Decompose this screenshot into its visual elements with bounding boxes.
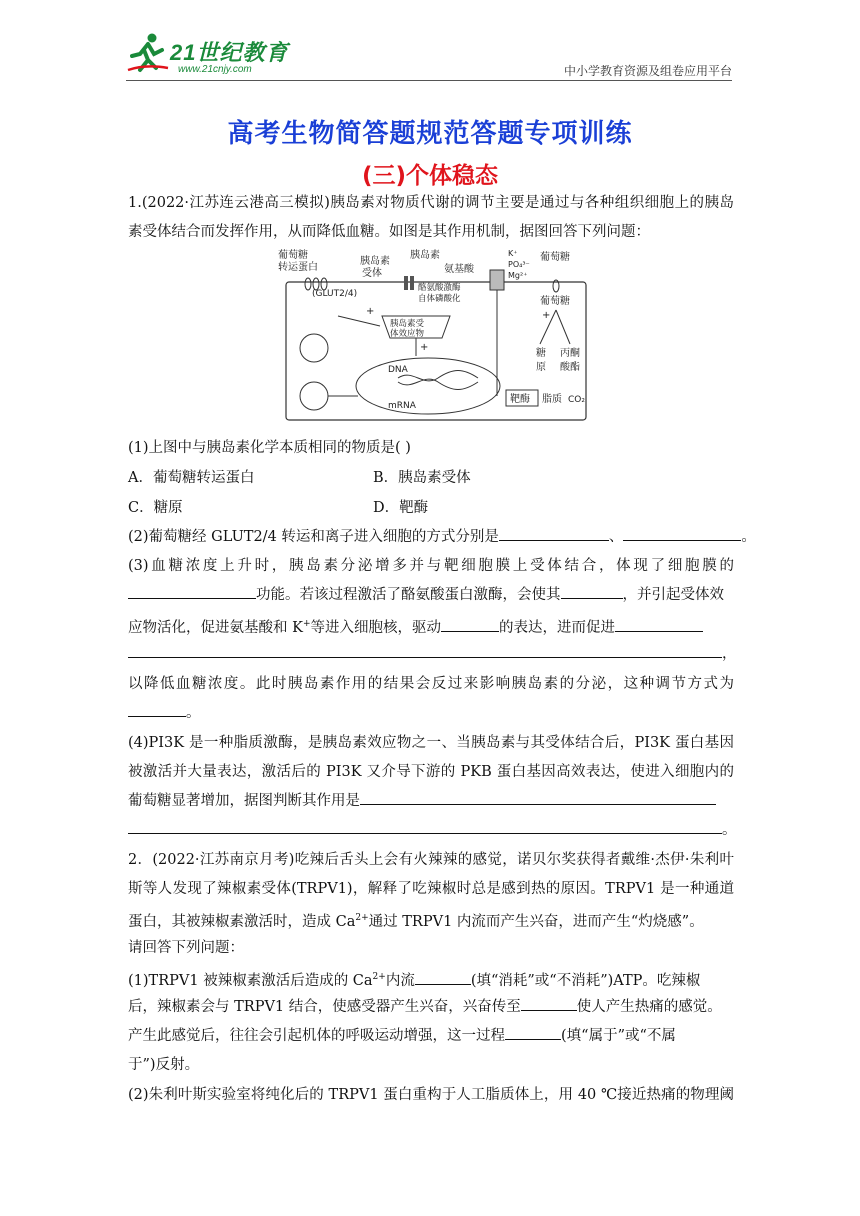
answer-blank-1[interactable] [499,526,609,541]
q1-option-a[interactable]: A．葡萄糖转运蛋白 [128,470,255,486]
label-co2: CO₂ [568,395,585,405]
label-ion-po4: PO₄³⁻ [508,260,530,269]
q2-line3 [128,907,734,933]
page-title: 高考生物简答题规范答题专项训练 [227,119,633,149]
q2-text3b: 通过 TRPV1 内流而产生兴奋，进而产生“灼烧感”。 [368,913,704,930]
label-glucose-transporter: 葡萄糖 [278,250,308,261]
answer-blank-10[interactable] [128,819,722,834]
q1-sub3-end: 。 [186,705,201,721]
q1-option-b[interactable]: B．胰岛素受体 [373,470,471,486]
answer-blank-11[interactable] [415,970,471,985]
answer-blank-4[interactable] [561,584,623,599]
q1-sub4-end: 。 [722,822,737,838]
q1-sub3-line2 [128,584,734,606]
q1-sub2-end: 。 [741,529,756,545]
q2-sub2-line1: (2)朱利叶斯实验室将纯化后的 TRPV1 蛋白重构于人工脂质体上，用 40 ℃接近热痛的物理阈 [128,1087,734,1103]
label-glycogen-2: 原 [536,362,546,373]
label-receptor: 胰岛素 [360,256,390,267]
q1-intro-line2: 素受体结合而发挥作用，从而降低血糖。如图是其作用机制，据图回答下列问题： [128,224,650,240]
answer-blank-9[interactable] [360,790,716,805]
q1-sub3-text3c: 的表达，进而促进 [499,619,615,636]
logo-text: 21世纪教育 [170,40,289,65]
site-logo [126,34,296,78]
q1-sub4-line4 [128,819,737,841]
vesicle-2 [300,382,328,410]
q2-line2: 斯等人发现了辣椒素受体(TRPV1)，解释了吃辣椒时总是感到热的原因。TRPV1 是一种通道 [128,881,734,897]
label-ion-mg: Mg²⁺ [508,271,528,280]
q1-sub1: (1)上图中与胰岛素化学本质相同的物质是( ) [128,440,411,456]
q1-sub3-text2a: 功能。若该过程激活了酪氨酸蛋白激酶，会使其 [256,587,561,603]
q2-sub1-line2 [128,996,734,1018]
page-header [126,28,732,80]
platform-name: 中小学教育资源及组卷应用平台 [563,64,732,78]
answer-blank-6[interactable] [615,617,703,632]
q2-sub1-text1b: 内流 [385,972,415,989]
label-effector-2: 体效应物 [390,329,425,339]
answer-blank-13[interactable] [505,1025,561,1040]
q1-sub3-line3 [128,613,734,639]
insulin-mechanism-diagram [278,246,594,422]
answer-blank-12[interactable] [521,996,577,1011]
q1-sub3-line1: (3)血糖浓度上升时，胰岛素分泌增多并与靶细胞膜上受体结合，体现了细胞膜的 [128,558,734,574]
label-mrna: mRNA [388,401,416,411]
runner-icon [126,30,170,74]
ca-superscript-2: 2+ [372,972,386,982]
answer-blank-7[interactable] [128,643,722,658]
nucleus [356,358,500,414]
q2-sub1-text2b: 使人产生热痛的感觉。 [576,999,722,1015]
q1-sub4-text3: 葡萄糖显著增加，据图判断其作用是 [128,793,360,809]
receptor-mark-2 [410,276,414,290]
label-glut: (GLUT2/4) [312,289,358,299]
arrow-line-1 [338,316,380,326]
label-glucose-transporter-2: 转运蛋白 [278,262,318,273]
q2-sub1-text3a: 产生此感觉后，往往会引起机体的呼吸运动增强，这一过程 [128,1028,505,1044]
q2-line4: 请回答下列问题： [128,940,244,956]
q2-sub1-text1c: (填“消耗”或“不消耗”)ATP。吃辣椒 [470,972,701,989]
q2-sub1-line1 [128,966,734,992]
q1-intro-line1: 1.(2022·江苏连云港高三模拟)胰岛素对物质代谢的调节主要是通过与各种组织细胞上的胰岛 [128,195,734,211]
plus-sign-2: + [420,342,429,353]
q1-sub4-line2: 被激活并大量表达，激活后的 PI3K 又介导下游的 PKB 蛋白基因高效表达，使进入细胞内的 [128,764,734,780]
label-pyruvate: 丙酮 [560,348,580,359]
plus-sign-3: + [542,310,551,321]
label-target-enzyme: 靶酶 [510,394,530,405]
header-divider [126,80,732,81]
q1-sub3-line6 [128,702,734,724]
k-superscript: + [302,619,311,629]
label-lipid: 脂质 [542,394,562,405]
label-receptor-2: 受体 [362,268,382,279]
q1-sub3-text2b: ，并引起受体效 [622,587,724,603]
answer-blank-3[interactable] [128,584,256,599]
q2-sub1-text2a: 后，辣椒素会与 TRPV1 结合，使感受器产生兴奋，兴奋传至 [128,999,521,1015]
q1-sub3-line4 [128,643,737,665]
q2-sub1-text3b: (填“属于”或“不属 [561,1028,676,1044]
q2-line1: 2．(2022·江苏南京月考)吃辣后舌头上会有火辣辣的感觉，诺贝尔奖获得者戴维·杰伊·朱利叶 [128,852,734,868]
q1-sub2-sep: 、 [608,529,624,545]
logo-url: www.21cnjy.com [178,64,252,75]
q1-sub4-line1: (4)PI3K 是一种脂质激酶，是胰岛素效应物之一、当胰岛素与其受体结合后，PI3K 蛋白基因 [128,735,734,751]
q1-option-d[interactable]: D．靶酶 [373,500,429,516]
q1-sub2-text: (2)葡萄糖经 GLUT2/4 转运和离子进入细胞的方式分别是 [128,529,499,545]
label-effector: 胰岛素受 [390,319,425,329]
label-pyruvate-2: 酸酯 [560,362,580,373]
ca-superscript: 2+ [355,913,369,923]
q1-sub3-text3a: 应物活化，促进氨基酸和 K [128,619,303,636]
answer-blank-2[interactable] [623,526,741,541]
label-glycogen: 糖 [536,348,546,359]
q2-text3a: 蛋白，其被辣椒素激活时，造成 Ca [128,913,356,930]
label-ion-k: K⁺ [508,249,518,258]
q2-sub1-text1a: (1)TRPV1 被辣椒素激活后造成的 Ca [128,972,373,989]
answer-blank-8[interactable] [128,702,186,717]
q2-sub1-line3 [128,1025,734,1047]
q1-sub3-line5: 以降低血糖浓度。此时胰岛素作用的结果会反过来影响胰岛素的分泌，这种调节方式为 [128,676,734,692]
arrow-line-5 [556,310,570,344]
q1-sub4-line3 [128,790,734,812]
q1-option-c[interactable]: C．糖原 [128,500,183,516]
plus-sign-1: + [366,306,375,317]
label-insulin: 胰岛素 [410,250,440,261]
q1-sub2 [128,526,756,548]
label-glucose-top: 葡萄糖 [540,252,570,263]
q2-sub1-line4: 于”)反射。 [128,1057,200,1073]
q1-sub3-comma: ， [722,646,737,662]
label-glucose-inner: 葡萄糖 [540,296,570,307]
page-subtitle: (三)个体稳态 [361,163,499,189]
receptor-mark-1 [404,276,408,290]
label-dna: DNA [388,365,408,375]
vesicle-1 [300,334,328,362]
label-kinase: 酪氨酸激酶 [418,283,461,293]
label-amino-acid: 氨基酸 [444,264,474,275]
transporter-1 [305,278,311,290]
answer-blank-5[interactable] [441,617,499,632]
label-autophospho: 自体磷酸化 [418,294,461,304]
q1-sub3-text3b: 等进入细胞核，驱动 [310,619,441,636]
amino-acid-channel [490,270,504,290]
